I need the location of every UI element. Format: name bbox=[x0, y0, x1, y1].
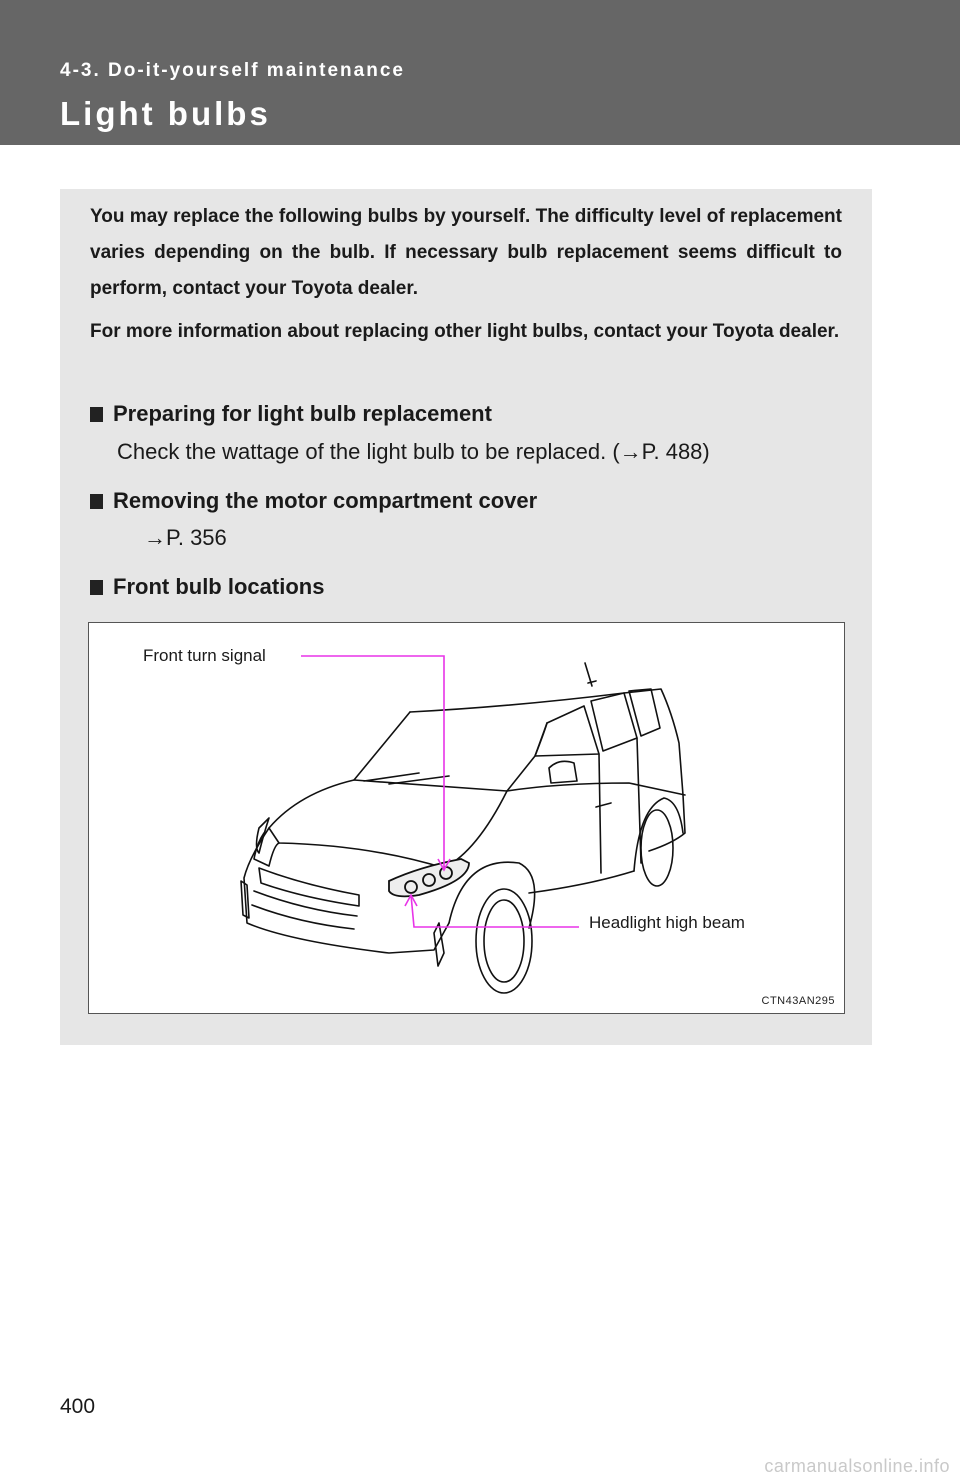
section-label: 4-3. Do-it-yourself maintenance bbox=[60, 60, 405, 81]
intro-paragraph-dealer: For more information about replacing other light bulbs, contact your Toyota dealer. bbox=[90, 321, 840, 342]
figure-code: CTN43AN295 bbox=[761, 995, 835, 1007]
heading-preparing-label: Preparing for light bulb replacement bbox=[113, 401, 492, 426]
square-bullet-icon bbox=[90, 494, 103, 509]
door-handle bbox=[596, 803, 611, 807]
page-number: 400 bbox=[60, 1395, 96, 1418]
right-headlight bbox=[389, 859, 469, 896]
square-bullet-icon bbox=[90, 580, 103, 595]
grille-lower bbox=[252, 891, 357, 929]
side-window-rear bbox=[591, 693, 637, 751]
heading-removing-cover-label: Removing the motor compartment cover bbox=[113, 488, 538, 513]
mirror bbox=[549, 761, 577, 783]
front-wheel-inner bbox=[484, 900, 524, 982]
section-header bbox=[0, 0, 960, 145]
turn-signal-leader bbox=[301, 656, 444, 870]
callout-front-turn-signal: Front turn signal bbox=[143, 646, 266, 665]
windshield bbox=[354, 712, 547, 791]
watermark: carmanualsonline.info bbox=[764, 1456, 950, 1476]
square-bullet-icon bbox=[90, 407, 103, 422]
door-line bbox=[599, 738, 641, 873]
front-bulb-figure bbox=[88, 622, 845, 1014]
side-window-front bbox=[535, 706, 599, 756]
grille bbox=[259, 868, 359, 906]
page-title: Light bulbs bbox=[60, 95, 271, 132]
body-side bbox=[507, 783, 685, 795]
content-box bbox=[60, 189, 872, 1045]
suv-illustration bbox=[89, 623, 846, 1015]
heading-front-bulbs-label: Front bulb locations bbox=[113, 574, 325, 599]
high-beam-leader bbox=[411, 895, 579, 927]
fog-lamp-right bbox=[434, 923, 444, 966]
rocker bbox=[529, 871, 634, 893]
intro-paragraph: You may replace the following bulbs by yourself. The difficulty level of replacement varies depending on the bulb. If necessary bulb replacement seems difficult to perform, contact your Toyota dealer. bbox=[90, 206, 842, 299]
heading-removing-cover bbox=[90, 486, 537, 516]
page-reference: →P. 356 bbox=[144, 525, 227, 550]
antenna bbox=[585, 663, 596, 686]
heading-preparing bbox=[90, 399, 492, 429]
wattage-instruction: Check the wattage of the light bulb to be replaced. (→P. 488) bbox=[117, 439, 710, 464]
heading-front-bulbs bbox=[90, 572, 324, 602]
callout-headlight-high-beam: Headlight high beam bbox=[589, 913, 745, 932]
hood bbox=[269, 780, 507, 868]
